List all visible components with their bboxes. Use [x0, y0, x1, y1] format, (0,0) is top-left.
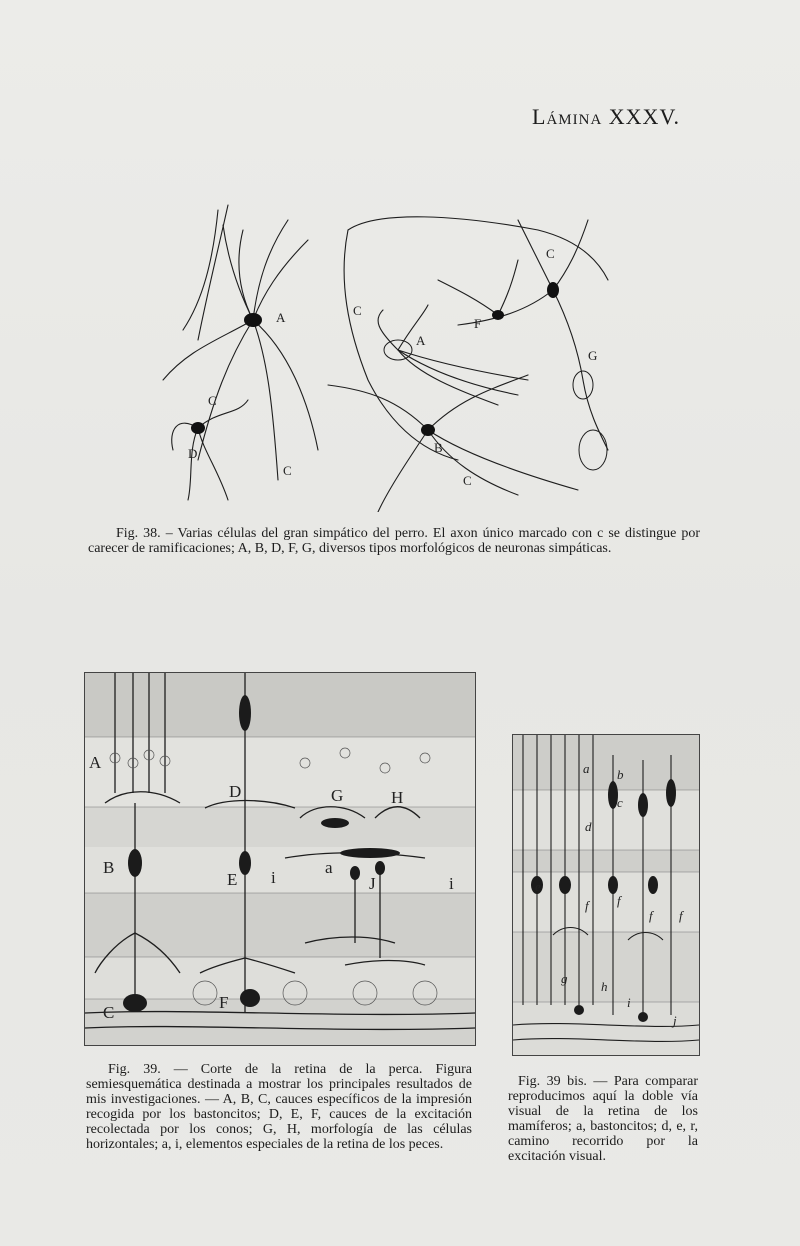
figure-38-caption: Fig. 38. – Varias células del gran simpático del perro. El axon único marcado con c se distingue por carecer de ramificaciones; A, B, D, F, G, diversos tipos morfológicos de neuronas simpáticas. [88, 526, 700, 556]
fig38-label: C [208, 393, 217, 408]
figure-39-caption: Fig. 39. — Corte de la retina de la perca. Figura semiesquemática destinada a mostrar los principales resultados de mis investigaciones. — A, B, C, cauces específicos de la impresión recogida por los bastoncitos; D, E, F, cauces de la excitación recolectada por los conos; G, H, morfología de las células horizontales; a, i, elementos especiales de la retina de los peces. [86, 1062, 472, 1152]
plate-title: Lámina XXXV. [532, 104, 680, 129]
fig39-label: H [391, 788, 404, 807]
fig39-label: F [219, 993, 229, 1012]
fig38-label: C [463, 473, 472, 488]
fig39-label: A [89, 753, 102, 772]
fig39bis-label: j [673, 1013, 677, 1028]
fig39bis-label: a [583, 761, 590, 776]
fig39-label: C [103, 1003, 115, 1022]
fig39bis-label: h [601, 979, 608, 994]
fig39bis-label: d [585, 819, 592, 834]
fig39-label: D [229, 782, 242, 801]
fig39bis-label: f [649, 908, 653, 923]
fig39-label: E [227, 870, 238, 889]
fig39bis-label: f [585, 898, 589, 913]
figure-38-sympathetic-neurons [158, 200, 620, 512]
fig39bis-label: f [617, 893, 621, 908]
fig39bis-label: e [535, 879, 541, 894]
fig38-label: B [434, 440, 443, 455]
fig38-label: G [588, 348, 598, 363]
fig39bis-label: i [627, 995, 631, 1010]
fig38-label: C [283, 463, 292, 478]
fig38-label: C [546, 246, 555, 261]
fig39-label: i [271, 868, 276, 887]
fig39-label: B [103, 858, 115, 877]
fig38-label: A [276, 310, 286, 325]
figure-39bis-caption: Fig. 39 bis. — Para comparar reproducimos aquí la doble vía visual de la retina de los mamíferos; a, bastoncitos; d, e, r, camino recorrido por la excitación visual. [508, 1074, 698, 1164]
fig38-label: A [416, 333, 426, 348]
fig39bis-label: c [617, 795, 623, 810]
fig38-label: F [474, 316, 482, 331]
fig39bis-label: g [561, 971, 568, 986]
figure-39-drawing [85, 673, 475, 1045]
figure-39-perch-retina [84, 672, 476, 1046]
figure-38-drawing [158, 200, 620, 512]
figure-39bis-drawing [513, 735, 699, 1055]
fig39bis-label: f [679, 908, 683, 923]
fig39-label: J [369, 874, 376, 893]
fig38-label: C [353, 303, 362, 318]
fig39-label: G [331, 786, 344, 805]
fig38-label: D [188, 446, 198, 461]
fig39-label: a [325, 858, 333, 877]
fig39-label: i [449, 874, 454, 893]
fig39bis-label: b [617, 767, 624, 782]
figure-39bis-mammal-retina [512, 734, 700, 1056]
